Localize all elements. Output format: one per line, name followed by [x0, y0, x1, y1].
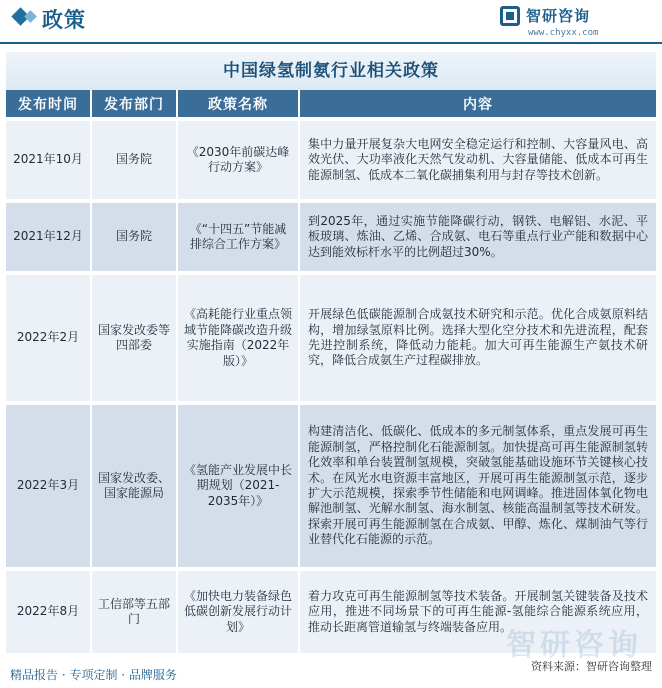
cell-date: 2022年3月: [6, 401, 92, 567]
table-row: [6, 117, 656, 199]
cell-dept: 国家发改委、国家能源局: [92, 401, 178, 567]
cell-dept: 工信部等五部门: [92, 567, 178, 653]
cell-policy-name: 《氢能产业发展中长期规划（2021-2035年）》: [178, 401, 300, 567]
table-row: [6, 199, 656, 271]
page-header: [0, 0, 662, 42]
cell-content: 构建清洁化、低碳化、低成本的多元制氢体系，重点发展可再生能源制氢，严格控制化石能源制氢。加快提高可再生能源制氢转化效率和单台装置制氢规模，突破氢能基础设施环节关键核心技术。在风光水电资源丰富地区，开展可再生能源制氢示范，逐步扩大示范规模，探索季节性储能和电网调峰。推进固体氧化物电解池制氢、光解水制氢、海水制氢、核能高温制氢等技术研发。探索开展可再生能源制氢在合成氨、甲醇、炼化、煤制油气等行业替代化石能源的示范。: [300, 401, 656, 567]
cell-content: 开展绿色低碳能源制合成氨技术研究和示范。优化合成氨原料结构，增加绿氢原料比例。选择大型化空分技术和先进流程，配套先进控制系统，降低动力能耗。加大可再生能源生产氨技术研究，降低合成氨生产过程碳排放。: [300, 271, 656, 401]
watermark: 智研咨询: [506, 628, 642, 663]
table-row: [6, 271, 656, 401]
page-title: 政策: [42, 8, 86, 32]
cell-dept: 国务院: [92, 199, 178, 271]
brand-logo: [500, 5, 650, 39]
footer-source: 资料来源：智研咨询整理: [531, 660, 652, 673]
column-header-date: 发布时间: [6, 90, 92, 117]
brand-url: www.chyxx.com: [528, 28, 599, 38]
footer-tagline: 精品报告 · 专项定制 · 品牌服务: [10, 668, 177, 682]
table-header-row: [6, 90, 656, 117]
column-header-content: 内容: [300, 90, 656, 117]
cell-policy-name: 《高耗能行业重点领域节能降碳改造升级实施指南（2022年版）》: [178, 271, 300, 401]
header-divider: [0, 42, 662, 44]
cell-policy-name: 《“十四五”节能减排综合工作方案》: [178, 199, 300, 271]
cell-policy-name: 《2030年前碳达峰行动方案》: [178, 117, 300, 199]
cell-date: 2022年2月: [6, 271, 92, 401]
cell-content: 集中力量开展复杂大电网安全稳定运行和控制、大容量风电、高效光伏、大功率液化天然气发动机、大容量储能、低成本可再生能源制氢、低成本二氧化碳捕集利用与封存等技术创新。: [300, 117, 656, 199]
cell-date: 2021年12月: [6, 199, 92, 271]
cell-content: 到2025年，通过实施节能降碳行动，钢铁、电解铝、水泥、平板玻璃、炼油、乙烯、合成氨、电石等重点行业产能和数据中心达到能效标杆水平的比例超过30%。: [300, 199, 656, 271]
page-footer: [0, 658, 662, 688]
cell-dept: 国家发改委等四部委: [92, 271, 178, 401]
table-title: 中国绿氢制氨行业相关政策: [6, 52, 656, 90]
policy-grid: [6, 90, 656, 653]
table-row: [6, 401, 656, 567]
cell-content: 着力攻克可再生能源制氢等技术装备。开展制氢关键装备及技术应用，推进不同场景下的可再生能源-氢能综合能源系统应用，推动长距离管道输氢与终端装备应用。: [300, 567, 656, 653]
policy-table: [6, 52, 656, 656]
cell-policy-name: 《加快电力装备绿色低碳创新发展行动计划》: [178, 567, 300, 653]
brand-name: 智研咨询: [526, 7, 591, 25]
cell-dept: 国务院: [92, 117, 178, 199]
column-header-dept: 发布部门: [92, 90, 178, 117]
brand-icon: [500, 6, 520, 26]
cell-date: 2021年10月: [6, 117, 92, 199]
cell-date: 2022年8月: [6, 567, 92, 653]
column-header-name: 政策名称: [178, 90, 300, 117]
